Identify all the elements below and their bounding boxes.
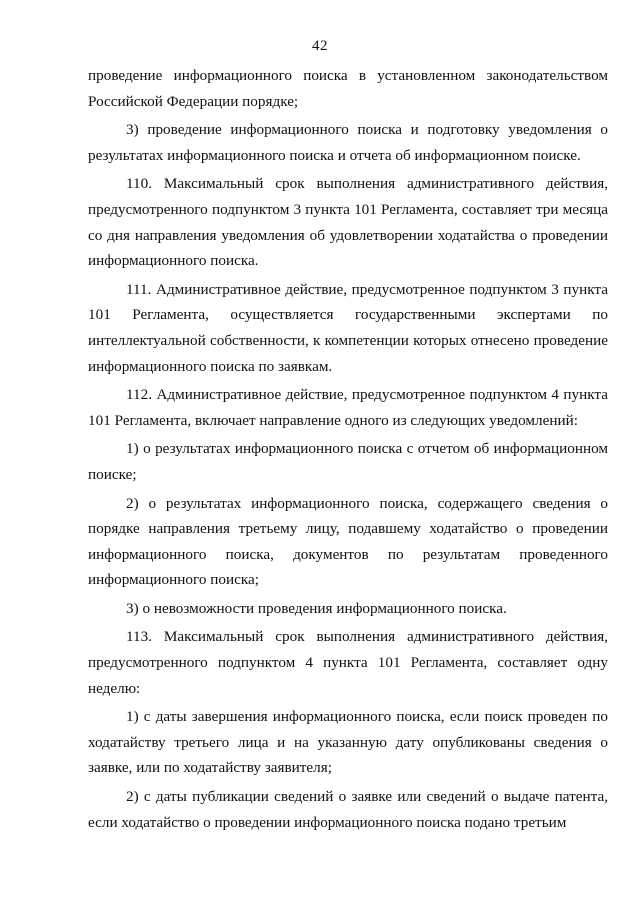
paragraph-111: 111. Административное действие, предусмотренное подпунктом 3 пункта 101 Регламента, осуществляется государственными экспертами по интеллектуальной собственности, к компетенции которых отнесено проведение информационного поиска по заявкам.	[88, 280, 608, 375]
document-body	[88, 63, 608, 838]
paragraph-113-item-2: 2) с даты публикации сведений о заявке или сведений о выдаче патента, если ходатайство о проведении информационного поиска подано третьим	[88, 788, 608, 831]
page-number: 42	[312, 38, 328, 54]
paragraph-110: 110. Максимальный срок выполнения административного действия, предусмотренного подпунктом 3 пункта 101 Регламента, составляет три месяца со дня направления уведомления об удовлетворении ходатайства о проведении информационного поиска.	[88, 175, 608, 270]
paragraph-item-3: 3) проведение информационного поиска и подготовку уведомления о результатах информационного поиска и отчета об информационном поиске.	[88, 121, 608, 164]
paragraph-113: 113. Максимальный срок выполнения административного действия, предусмотренного подпунктом 4 пункта 101 Регламента, составляет одну неделю:	[88, 628, 608, 697]
paragraph-112-item-1: 1) о результатах информационного поиска с отчетом об информационном поиске;	[88, 440, 608, 483]
paragraph-112-item-3: 3) о невозможности проведения информационного поиска.	[126, 599, 507, 617]
paragraph-112-item-2: 2) о результатах информационного поиска, содержащего сведения о порядке направления третьему лицу, подавшему ходатайство о проведении информационного поиска, документов по результатам проведенного информационного поиска;	[88, 494, 608, 589]
paragraph-112: 112. Административное действие, предусмотренное подпунктом 4 пункта 101 Регламента, включает направление одного из следующих уведомлений:	[88, 386, 608, 429]
paragraph-continuation: проведение информационного поиска в установленном законодательством Российской Федерации порядке;	[88, 67, 608, 110]
paragraph-113-item-1: 1) с даты завершения информационного поиска, если поиск проведен по ходатайству третьего лица и на указанную дату опубликованы сведения о заявке, или по ходатайству заявителя;	[88, 708, 608, 777]
